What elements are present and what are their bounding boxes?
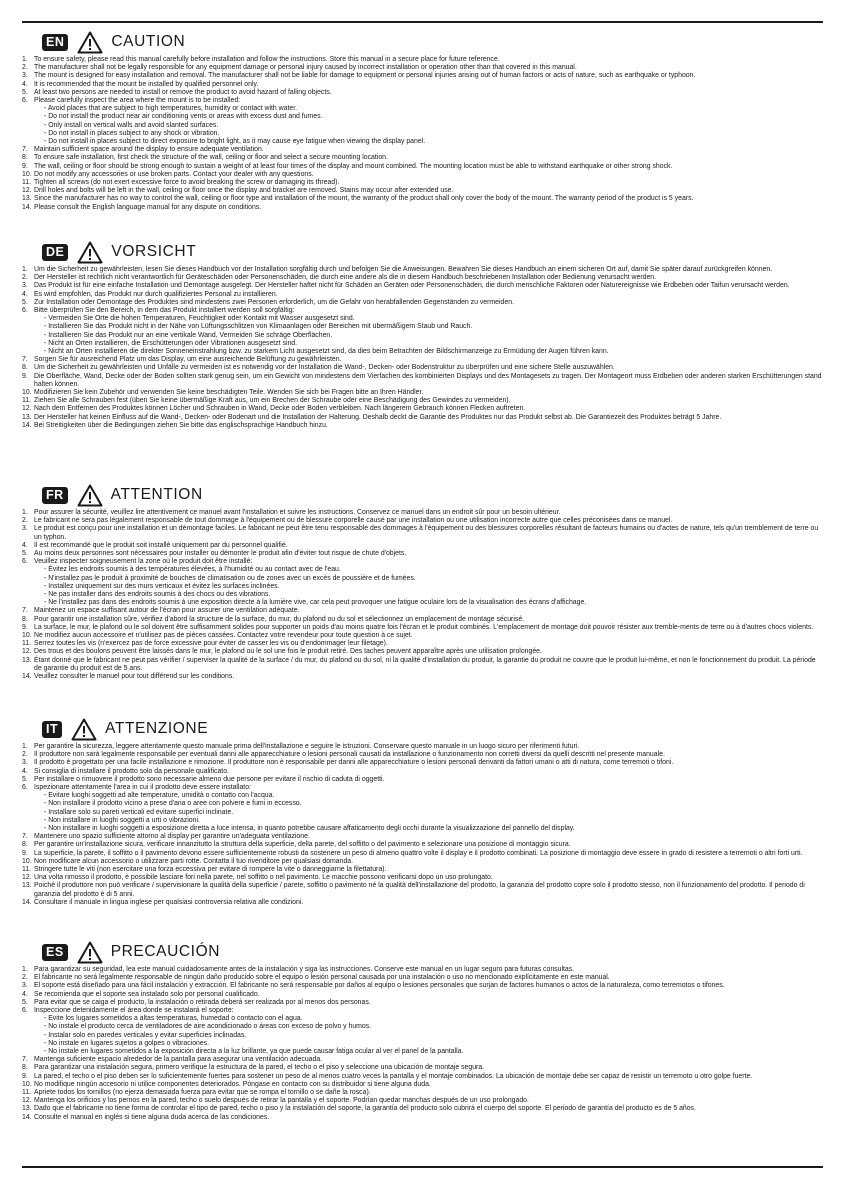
- item-text: El fabricante no será legalmente responsable de ningún daño producido sobre el equipo o lesión personal causada por una instalación o uso no mencionado explícitamente en este manual.: [34, 974, 610, 982]
- list-item: [22, 274, 823, 282]
- item-text: La pared, el techo o el piso deben ser lo suficientemente fuertes para sostener un peso de al menos cuatro veces la pantalla y el montaje combinados. La ubicación de montaje debe ser capaz de resistir un terremoto u otro golpe fuerte.: [34, 1072, 753, 1080]
- item-text: Étant donné que le fabricant ne peut pas vérifier / superviser la qualité de la surface / du mur, du plafond ou du sol, ni la qualité d'installation du produit, la garantie du produit ne couvre que le produit lui-même, et non le fonctionnement du produit. La période de garantie du produit est de 5 ans.: [34, 656, 816, 672]
- section-heading: [22, 240, 823, 264]
- sub-list-item: - Do not install in places subject to any shock or vibration.: [44, 129, 220, 137]
- list-item: [22, 1097, 823, 1105]
- warning-triangle-icon: [77, 241, 103, 264]
- item-number: 2.: [22, 64, 28, 72]
- item-number: 8.: [22, 364, 28, 372]
- list-item: [22, 1007, 823, 1015]
- item-number: 14.: [22, 898, 32, 906]
- item-text: Zur Installation oder Demontage des Produktes sind mindestens zwei Personen erforderlich, um die Gefahr von herabfallenden Gegenständen zu vermeiden.: [34, 298, 514, 306]
- list-item: [22, 743, 823, 751]
- item-number: 12.: [22, 405, 32, 413]
- section-heading: [22, 30, 823, 54]
- item-text: Since the manufacturer has no way to control the wall, ceiling or floor type and installation of the mount, the warranty of the product shall only cover the body of the mount. The warranty period of the product is 5 years.: [34, 195, 694, 203]
- item-number: 14.: [22, 421, 32, 429]
- list-item: [22, 81, 823, 89]
- item-text: Stringere tutte le viti (non esercitare una forza eccessiva per evitare di rompere la vite o danneggiarne la filettatura).: [34, 866, 387, 874]
- sub-list-item: - Ne pas installer dans des endroits soumis à des chocs ou des vibrations.: [44, 591, 271, 599]
- item-text: Il prodotto è progettato per una facile installazione e rimozione. Il produttore non è responsabile per danni alle apparecchiature o lesioni personali derivanti da fattori umani o atti di natura, come terremoti o tifoni.: [34, 759, 674, 767]
- section-title: ATTENZIONE: [105, 720, 209, 737]
- list-item: [22, 1105, 823, 1113]
- item-text: La superficie, la parete, il soffitto o il pavimento devono essere sufficientemente robusti da sostenere un peso di almeno quattro volte il display e il prodotto combinati. La posizione di montaggio deve essere in grado di resistere a terremoti o altri forti urti.: [34, 849, 803, 857]
- sub-list-item: - Non installare il prodotto vicino a prese d'aria o aree con polvere e fumi in eccesso.: [44, 800, 302, 808]
- item-text: Inspeccione detenidamente el área donde se instalará el soporte:: [34, 1007, 234, 1015]
- item-number: 11.: [22, 1089, 32, 1097]
- item-text: Poiché il produttore non può verificare / supervisionare la qualità della superficie / parete, soffitto o pavimento né la qualità dell'installazione del prodotto, la garanzia del prodotto copre solo il prodotto stesso, non il funzionamento del prodotto. Il periodo di garanzia del prodotto è di 5 anni.: [34, 882, 805, 898]
- list-item: [22, 768, 823, 776]
- item-number: 5.: [22, 550, 28, 558]
- section-title: PRECAUCIÓN: [110, 943, 221, 960]
- item-text: To ensure safe installation, first check the structure of the wall, ceiling or floor and select a secure mounting location.: [34, 154, 388, 162]
- item-number: 2.: [22, 274, 28, 282]
- list-item: [22, 858, 823, 866]
- list-item: [22, 266, 823, 274]
- sub-list-item: - Installare solo su pareti verticali ed evitare superfici inclinate.: [44, 808, 234, 816]
- item-text: Ne modifiez aucun accessoire et n'utilisez pas de pièces cassées. Contactez votre revendeur pour toute question à ce sujet.: [34, 632, 413, 640]
- item-number: 9.: [22, 372, 28, 380]
- sub-list-item: - Installieren Sie das Produkt nur an eine vertikale Wand, Vermeiden Sie schräge Oberflächen.: [44, 331, 333, 339]
- section-heading: [22, 483, 823, 507]
- item-number: 6.: [22, 784, 28, 792]
- item-number: 7.: [22, 1056, 28, 1064]
- item-text: Drill holes and bolts will be left in the wall, ceiling or floor once the display and bracket are removed. Stains may occur after extended use.: [34, 187, 454, 195]
- item-text: Per garantire la sicurezza, leggere attentamente questo manuale prima dell'installazione e seguire le istruzioni. Conservare questo manuale in un luogo sicuro per riferimenti futuri.: [34, 743, 580, 750]
- item-text: Bei Streitigkeiten über die Bedingungen ziehen Sie bitte das englischsprachige Handbuch hinzu.: [34, 421, 328, 429]
- item-text: It is recommended that the mount be installed by qualified personnel only.: [34, 80, 259, 88]
- item-text: Modifizieren Sie kein Zubehör und verwenden Sie keine beschädigten Teile. Wenden Sie sich bei Fragen bitte an Ihren Händler.: [34, 389, 424, 397]
- list-item: [22, 648, 823, 656]
- item-number: 13.: [22, 195, 32, 203]
- list-item: [22, 550, 823, 558]
- item-number: 14.: [22, 1113, 32, 1121]
- list-item: [22, 414, 823, 422]
- item-text: Apriete todos los tornillos (no ejerza demasiada fuerza para evitar que se rompa el tornillo o se dañe la rosca).: [34, 1089, 371, 1097]
- warning-triangle-icon: [77, 941, 103, 964]
- item-text: Please carefully inspect the area where the mount is to be installed:: [34, 97, 241, 105]
- warning-triangle-icon: [77, 31, 103, 54]
- section-fr: [22, 483, 823, 681]
- item-text: Consultare il manuale in lingua inglese per qualsiasi controversia relativa alle condizioni.: [34, 898, 304, 906]
- list-item: [22, 776, 823, 784]
- list-item: [22, 542, 823, 550]
- item-text: The wall, ceiling or floor should be strong enough to sustain a weight of at least four times of the display and mount combined. The mounting location must be able to withstand earthquake or other strong shock.: [34, 162, 673, 170]
- item-number: 6.: [22, 307, 28, 315]
- item-number: 4.: [22, 990, 28, 998]
- item-number: 9.: [22, 162, 28, 170]
- item-text: Sorgen Sie für ausreichend Platz um das Display, um eine ausreichende Belüftung zu gewährleisten.: [34, 356, 342, 364]
- list-item: [22, 1073, 823, 1081]
- list-item: [22, 759, 823, 767]
- item-number: 12.: [22, 648, 32, 656]
- item-text: Per installare o rimuovere il prodotto sono necessarie almeno due persone per evitare il rischio di caduta di oggetti.: [34, 775, 385, 783]
- item-number: 3.: [22, 72, 28, 80]
- item-number: 3.: [22, 525, 28, 533]
- list-item: [22, 632, 823, 640]
- sub-list-item: - Only install on vertical walls and avoid slanted surfaces.: [44, 121, 219, 129]
- list-item: [22, 154, 823, 162]
- item-text: Para garantizar una instalación segura, primero verifique la estructura de la pared, el techo o el piso y seleccione una ubicación de montaje segura.: [34, 1064, 485, 1072]
- item-number: 8.: [22, 615, 28, 623]
- list-item: [22, 558, 823, 566]
- caution-list: [22, 56, 823, 212]
- item-number: 2.: [22, 517, 28, 525]
- list-item: [22, 899, 823, 907]
- item-number: 12.: [22, 1097, 32, 1105]
- language-badge: IT: [42, 721, 62, 738]
- list-item: [22, 64, 823, 72]
- section-title: CAUTION: [111, 33, 186, 50]
- section-title: VORSICHT: [111, 243, 197, 260]
- list-item: [22, 833, 823, 841]
- item-number: 1.: [22, 266, 28, 273]
- item-number: 8.: [22, 841, 28, 849]
- list-item: [22, 882, 823, 898]
- item-text: Non modificare alcun accessorio o utilizzare parti rotte. Contatta il tuo rivenditore per qualsiasi domanda.: [34, 857, 354, 865]
- list-item: [22, 364, 823, 372]
- sub-list-item: - Nicht an Orten installieren, die Erschütterungen oder Vibrationen ausgesetzt sind.: [44, 339, 298, 347]
- list-item: [22, 616, 823, 624]
- list-item: [22, 850, 823, 858]
- item-text: Es wird empfohlen, das Produkt nur durch qualifiziertes Personal zu installieren.: [34, 290, 278, 298]
- list-item: [22, 356, 823, 364]
- list-item: [22, 282, 823, 290]
- item-number: 9.: [22, 623, 28, 631]
- section-de: [22, 240, 823, 430]
- sub-list-item: - Avoid places that are subject to high temperatures, humidity or contact with water.: [44, 105, 298, 113]
- list-item: [22, 56, 823, 64]
- item-text: Per garantire un'installazione sicura, verificare innanzitutto la struttura della superficie, della parete, del soffitto o del pavimento e selezionare una posizione di montaggio sicura.: [34, 841, 571, 849]
- item-text: Mantenga suficiente espacio alrededor de la pantalla para asegurar una ventilación adecuada.: [34, 1056, 323, 1064]
- item-number: 11.: [22, 397, 32, 405]
- item-number: 3.: [22, 759, 28, 767]
- sub-list-item: - Evitare luoghi soggetti ad alte temperature, umidità o contatto con l'acqua.: [44, 792, 275, 800]
- item-text: Die Oberfläche, Wand, Decke oder der Boden sollten stark genug sein, um ein Gewicht von mindestens dem Vierfachen des kombinierten Displays und des Montagesets zu tragen. Der Montageort muss Erdbeben oder anderen starken Erschütterungen stand halten können.: [34, 372, 822, 388]
- list-item: [22, 163, 823, 171]
- sub-list-item: - No instale en lugares sometidos a la exposición directa a la luz brillante, ya que puede causar fatiga ocular al ver el panel de la pantalla.: [44, 1048, 464, 1056]
- item-number: 6.: [22, 97, 28, 105]
- item-text: Veuillez inspecter soigneusement la zone où le produit doit être installé:: [34, 558, 253, 566]
- item-text: Der Hersteller ist rechtlich nicht verantwortlich für Geräteschäden oder Personenschäden, die durch eine andere als die in diesem Handbuch beschriebenen Installation oder Bedienung verursacht werden.: [34, 274, 657, 282]
- item-number: 13.: [22, 1105, 32, 1113]
- item-text: Um die Sicherheit zu gewährleisten und Unfälle zu vermeiden ist es notwendig vor der Installation die Wand-, Decken- oder Bodenstruktur zu überprüfen und eine sichere Stelle auszuwählen.: [34, 364, 615, 372]
- sub-list-item: - Évitez les endroits soumis à des températures élevées, à l'humidité ou au contact avec de l'eau.: [44, 566, 341, 574]
- vorsicht-list: [22, 266, 823, 430]
- item-text: Una volta rimosso il prodotto, è possibile lasciare fori nella parete, nel soffitto o nel pavimento. Le macchie possono verificarsi dopo un uso prolungato.: [34, 874, 493, 882]
- item-number: 8.: [22, 154, 28, 162]
- sub-list-item: - No instale en lugares sujetos a golpes o vibraciones.: [44, 1039, 210, 1047]
- item-text: Pour garantir une installation sûre, vérifiez d'abord la structure de la surface, du mur, du plafond ou du sol et sélectionnez un emplacement de montage sécurisé.: [34, 615, 525, 623]
- item-number: 10.: [22, 170, 32, 178]
- language-badge: EN: [42, 34, 68, 51]
- item-number: 7.: [22, 833, 28, 841]
- item-number: 7.: [22, 356, 28, 364]
- item-number: 10.: [22, 632, 32, 640]
- item-number: 10.: [22, 1080, 32, 1088]
- sub-list-item: - Non installare in luoghi soggetti a urti o vibrazioni.: [44, 816, 200, 824]
- item-number: 6.: [22, 1007, 28, 1015]
- item-number: 5.: [22, 88, 28, 96]
- list-item: [22, 607, 823, 615]
- item-text: Consulte el manual en inglés si tiene alguna duda acerca de las condiciones.: [34, 1113, 270, 1121]
- sub-list-item: - No instale el producto cerca de ventiladores de aire acondicionado o áreas con exceso de polvo y humos.: [44, 1023, 372, 1031]
- item-text: Il est recommandé que le produit soit installé uniquement par du personnel qualifié.: [34, 541, 288, 549]
- sub-list-item: - Ne l'installez pas dans des endroits soumis à une exposition directe à la lumière vive, car cela peut provoquer une fatigue oculaire lors de la visualisation des écrans d'affichage.: [44, 599, 587, 607]
- section-en: [22, 30, 823, 212]
- list-item: [22, 999, 823, 1007]
- item-text: Bitte überprüfen Sie den Bereich, in dem das Produkt installiert werden soll sorgfältig:: [34, 307, 295, 315]
- item-text: Um die Sicherheit zu gewährleisten, lesen Sie dieses Handbuch vor der Installation sorgfältig durch und befolgen Sie die Anweisungen. Bewahren Sie dieses Handbuch an einem sicheren Ort auf, damit Sie später darauf zurückgreifen können.: [34, 266, 773, 273]
- language-badge: DE: [42, 244, 68, 261]
- sub-list-item: - Do not install the product near air conditioning vents or areas with excess dust and fumes.: [44, 113, 323, 121]
- item-number: 11.: [22, 640, 32, 648]
- item-number: 1.: [22, 743, 28, 750]
- item-number: 1.: [22, 966, 28, 973]
- item-text: Serrez toutes les vis (n'exercez pas de force excessive pour éviter de casser les vis ou d'endommager leur filetage).: [34, 640, 388, 648]
- list-item: [22, 841, 823, 849]
- item-number: 3.: [22, 282, 28, 290]
- item-text: Please consult the English language manual for any dispute on conditions.: [34, 203, 262, 211]
- list-item: [22, 146, 823, 154]
- item-number: 9.: [22, 849, 28, 857]
- item-number: 1.: [22, 509, 28, 516]
- item-text: Maintain sufficient space around the display to ensure adequate ventilation.: [34, 146, 264, 154]
- item-number: 10.: [22, 389, 32, 397]
- item-text: The mount is designed for easy installation and removal. The manufacturer shall not be liable for damage to equipment or personal injuries arising out of human factors or acts of nature, such as earthquake or typhoon.: [34, 72, 696, 80]
- item-text: Le fabricant ne sera pas légalement responsable de tout dommage à l'équipement ou de blessure corporelle causé par une installation ou une utilisation incorrecte autre que celles préconisées dans ce manuel.: [34, 517, 673, 525]
- list-item: [22, 784, 823, 792]
- item-text: El soporte está diseñado para una fácil instalación y extracción. El fabricante no será responsable por daños al equipo o lesiones personales que surjan de factores humanos o actos de la naturaleza, como terremotos o tifones.: [34, 982, 725, 990]
- item-text: Ziehen Sie alle Schrauben fest (üben Sie keine übermäßige Kraft aus, um ein Brechen der Schraube oder eine Beschädigung des Gewindes zu vermeiden).: [34, 397, 511, 405]
- item-number: 8.: [22, 1064, 28, 1072]
- warning-triangle-icon: [77, 484, 103, 507]
- item-number: 13.: [22, 656, 32, 664]
- list-item: [22, 509, 823, 517]
- item-text: The manufacturer shall not be legally responsible for any equipment damage or personal injury caused by incorrect installation or operation other than that covered in this manual.: [34, 64, 577, 72]
- item-text: Mantenga los orificios y los pernos en la pared, techo o suelo después de retirar la pantalla y el soporte. Podrían quedar manchas después de un uso prolongado.: [34, 1097, 529, 1105]
- item-text: Tighten all screws (do not exert excessive force to avoid breaking the screw or damaging its thread).: [34, 179, 340, 187]
- list-item: [22, 991, 823, 999]
- language-badge: ES: [42, 944, 68, 961]
- sub-list-item: - Instalar solo en paredes verticales y evitar superficies inclinadas.: [44, 1031, 247, 1039]
- item-number: 14.: [22, 673, 32, 681]
- list-item: [22, 171, 823, 179]
- list-item: [22, 373, 823, 389]
- sub-list-item: - Evite los lugares sometidos a altas temperaturas, humedad o contacto con el agua.: [44, 1015, 303, 1023]
- sub-list-item: - Vermeiden Sie Orte die hohen Temperaturen, Feuchtigkeit oder Kontakt mit Wasser ausgesetzt sind.: [44, 315, 355, 323]
- attention-list: [22, 509, 823, 681]
- item-text: Do not modify any accessories or use broken parts. Contact your dealer with any questions.: [34, 170, 314, 178]
- list-item: [22, 1056, 823, 1064]
- item-number: 3.: [22, 982, 28, 990]
- section-it: [22, 717, 823, 907]
- list-item: [22, 389, 823, 397]
- section-heading: [22, 717, 823, 741]
- item-number: 2.: [22, 751, 28, 759]
- list-item: [22, 204, 823, 212]
- item-number: 9.: [22, 1072, 28, 1080]
- item-number: 4.: [22, 541, 28, 549]
- item-text: Para evitar que se caiga el producto, la instalación o retirada deberá ser realizada por al menos dos personas.: [34, 998, 371, 1006]
- item-number: 4.: [22, 767, 28, 775]
- list-item: [22, 982, 823, 990]
- list-item: [22, 179, 823, 187]
- item-text: Mantenere uno spazio sufficiente attorno al display per garantire un'adeguata ventilazione.: [34, 833, 310, 841]
- list-item: [22, 657, 823, 673]
- list-item: [22, 1064, 823, 1072]
- item-number: 5.: [22, 298, 28, 306]
- item-text: Il produttore non sarà legalmente responsabile per eventuali danni alle apparecchiature o lesioni personali causati da installazione o funzionamento non corretti diversi da quelli descritti nel presente manuale.: [34, 751, 665, 759]
- item-text: To ensure safety, please read this manual carefully before installation and follow the instructions. Store this manual in a secure place for future reference.: [34, 56, 500, 63]
- item-number: 10.: [22, 857, 32, 865]
- item-text: Dado que el fabricante no tiene forma de controlar el tipo de pared, techo o piso y la instalación del soporte, la garantía del producto solo cubrirá el cuerpo del soporte. El periodo de garantía del producto es de 5 años.: [34, 1105, 696, 1113]
- language-badge: FR: [42, 487, 68, 504]
- sub-list-item: - Installez uniquement sur des murs verticaux et évitez les surfaces inclinées.: [44, 582, 280, 590]
- item-number: 13.: [22, 413, 32, 421]
- item-text: At least two persons are needed to install or remove the product to avoid hazard of falling objects.: [34, 88, 332, 96]
- item-text: Das Produkt ist für eine einfache Installation und Demontage ausgelegt. Der Hersteller haftet nicht für Schäden an Geräten oder Personenschäden, die durch menschliche Faktoren oder Naturereignisse wie Erdbeben oder Taifun verursacht werden.: [34, 282, 790, 290]
- item-number: 6.: [22, 558, 28, 566]
- list-item: [22, 187, 823, 195]
- list-item: [22, 89, 823, 97]
- item-number: 13.: [22, 882, 32, 890]
- list-item: [22, 1114, 823, 1122]
- item-number: 5.: [22, 998, 28, 1006]
- item-number: 2.: [22, 974, 28, 982]
- sub-list-item: - Installieren Sie das Produkt nicht in der Nähe von Lüftungsschlitzen von Klimaanlagen oder Bereichen mit übermäßigem Staub und Rauch.: [44, 323, 473, 331]
- sub-list-item: - Non installare in luoghi soggetti a esposizione diretta a luce intensa, in quanto potrebbe causare affaticamento degli occhi durante la visualizzazione del pannello del display.: [44, 825, 575, 833]
- item-number: 5.: [22, 775, 28, 783]
- list-item: [22, 97, 823, 105]
- list-item: [22, 517, 823, 525]
- item-number: 14.: [22, 203, 32, 211]
- item-text: Le produit est conçu pour une installation et un démontage faciles. Le fabricant ne peut être tenu responsable des dommages à l'équipement ou des blessures corporelles résultant de facteurs humains ou d'actes de nature, tels qu'un tremblement de terre ou un typhon.: [34, 525, 819, 541]
- list-item: [22, 1089, 823, 1097]
- sub-list-item: - Nicht an Orten installieren die direkter Sonneneinstrahlung bzw. zu starkem Licht ausgesetzt sind, da dies beim Betrachten der Bildschirmanzeige zu Ermüdung der Augen führen kann.: [44, 348, 609, 356]
- item-number: 11.: [22, 866, 32, 874]
- list-item: [22, 966, 823, 974]
- item-text: Ispezionare attentamente l'area in cui il prodotto deve essere installato:: [34, 784, 251, 792]
- section-heading: [22, 940, 823, 964]
- item-text: La surface, le mur, le plafond ou le sol doivent être suffisamment solides pour supporter un poids d'au moins quatre fois l'écran et le produit combinés. L'emplacement de montage doit pouvoir résister aux tremble-ments de terre ou à d'autres chocs violents.: [34, 623, 814, 631]
- list-item: [22, 397, 823, 405]
- item-number: 4.: [22, 80, 28, 88]
- item-number: 12.: [22, 187, 32, 195]
- list-item: [22, 1081, 823, 1089]
- top-rule: [22, 21, 823, 23]
- item-number: 1.: [22, 56, 28, 63]
- item-text: Nach dem Entfernen des Produktes können Löcher und Schrauben in Wand, Decke oder Boden verbleiben. Nach längerem Gebrauch können Flecken auftreten.: [34, 405, 526, 413]
- item-number: 11.: [22, 179, 32, 187]
- list-item: [22, 307, 823, 315]
- list-item: [22, 974, 823, 982]
- list-item: [22, 751, 823, 759]
- list-item: [22, 405, 823, 413]
- list-item: [22, 299, 823, 307]
- list-item: [22, 866, 823, 874]
- item-number: 4.: [22, 290, 28, 298]
- item-text: Maintenez un espace suffisant autour de l'écran pour assurer une ventilation adéquate.: [34, 607, 300, 615]
- item-text: Des trous et des boulons peuvent être laissés dans le mur, le plafond ou le sol une fois le produit retiré. Des taches peuvent apparaître après une utilisation prolongée.: [34, 648, 542, 656]
- attenzione-list: [22, 743, 823, 907]
- section-es: [22, 940, 823, 1122]
- list-item: [22, 673, 823, 681]
- item-text: Der Hersteller hat keinen Einfluss auf die Wand-, Decken- oder Bodenart und die Installation der Halterung. Deshalb deckt die Garantie des Produktes nur das Produkt selbst ab. Die Garantiezeit des Produktes beträgt 5 Jahre.: [34, 413, 722, 421]
- list-item: [22, 195, 823, 203]
- item-number: 12.: [22, 874, 32, 882]
- item-text: Pour assurer la sécurité, veuillez lire attentivement ce manuel avant l'installation et suivre les instructions. Conservez ce manuel dans un endroit sûr pour un besoin ultérieur.: [34, 509, 561, 516]
- item-text: Para garantizar su seguridad, lea este manual cuidadosamente antes de la instalación y siga las instrucciones. Conserve este manual en un lugar seguro para futuras consultas.: [34, 966, 575, 973]
- list-item: [22, 640, 823, 648]
- sub-list-item: - Do not install in places subject to direct exposure to bright light, as it may cause eye fatigue when viewing the display panel.: [44, 138, 426, 146]
- list-item: [22, 874, 823, 882]
- section-title: ATTENTION: [110, 486, 203, 503]
- list-item: [22, 422, 823, 430]
- bottom-rule: [22, 1166, 823, 1168]
- sub-list-item: - N'installez pas le produit à proximité de bouches de climatisation ou de zones avec un excès de poussière et de fumées.: [44, 574, 416, 582]
- list-item: [22, 72, 823, 80]
- item-text: Veuillez consulter le manuel pour tout différend sur les conditions.: [34, 673, 235, 681]
- item-text: No modifique ningún accesorio ni utilice componentes deteriorados. Póngase en contacto con su distribuidor si tiene alguna duda.: [34, 1080, 431, 1088]
- precaucion-list: [22, 966, 823, 1122]
- item-text: Se recomienda que el soporte sea instalado solo por personal cualificado.: [34, 990, 260, 998]
- list-item: [22, 291, 823, 299]
- warning-triangle-icon: [71, 718, 97, 741]
- list-item: [22, 624, 823, 632]
- item-text: Au moins deux personnes sont nécessaires pour installer ou démonter le produit afin d'éviter tout risque de chute d'objets.: [34, 550, 407, 558]
- list-item: [22, 525, 823, 541]
- item-number: 7.: [22, 146, 28, 154]
- item-number: 7.: [22, 607, 28, 615]
- item-text: Si consiglia di installare il prodotto solo da personale qualificato.: [34, 767, 229, 775]
